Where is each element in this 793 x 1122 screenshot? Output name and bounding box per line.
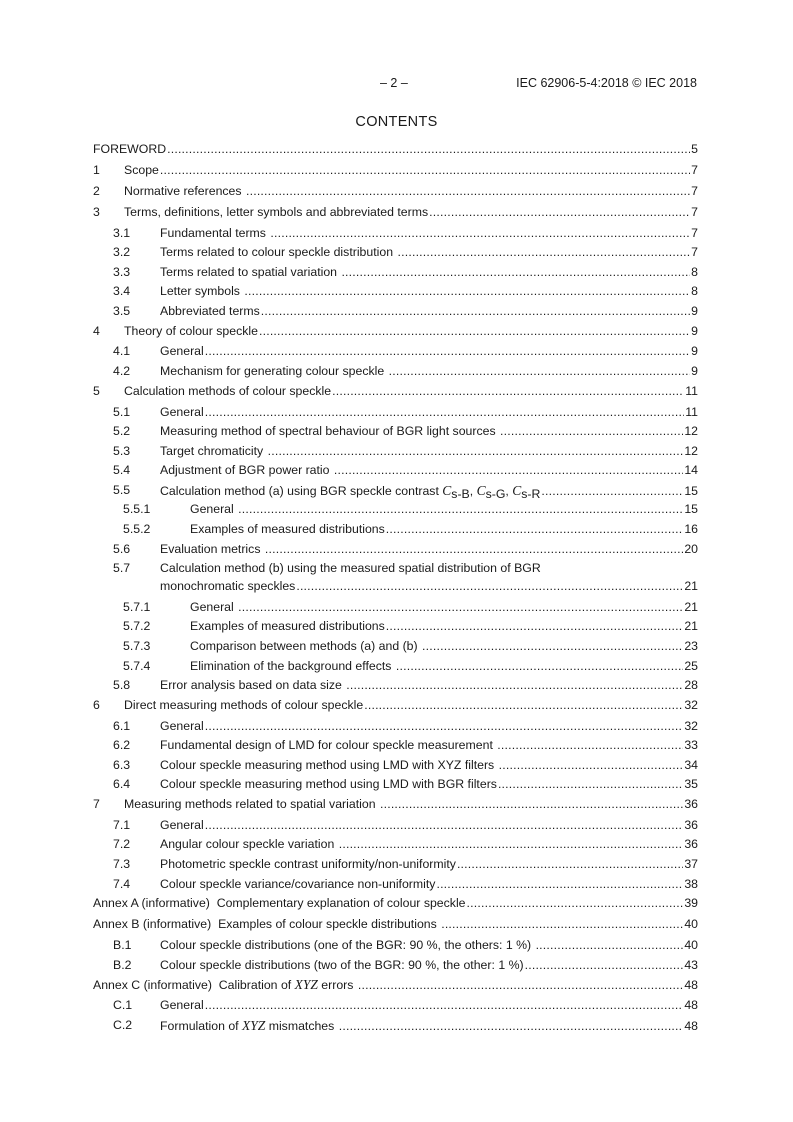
toc-entry-title: Terms, definitions, letter symbols and abbreviated terms [124,204,429,219]
toc-entry[interactable] [93,1018,698,1038]
toc-entry-title: General [160,817,204,832]
contents-title: CONTENTS [355,114,438,130]
toc-entry-title: Letter symbols [160,284,244,299]
toc-entry-number: 3.4 [113,284,131,299]
toc-entry[interactable] [93,678,698,698]
toc-entry-number: 6.3 [113,757,131,772]
speckle-contrast-subscript: s-B [451,486,470,501]
toc-entry-title: Angular colour speckle variation [160,837,338,852]
speckle-contrast-symbol: C [442,482,452,498]
toc-entry[interactable] [93,324,698,345]
toc-entry-number: 5.7.2 [123,619,151,634]
toc-entry-number: 5.2 [113,424,131,439]
dot-leader [339,1019,684,1033]
toc-entry-page: 12 [684,424,698,439]
toc-entry-title-tail: mismatches [265,1018,338,1033]
toc-entry-page: 9 [691,303,698,318]
toc-entry-title: Formulation of [160,1018,243,1033]
toc-entry[interactable] [93,777,698,797]
toc-entry-number: 5.8 [113,678,131,693]
toc-entry[interactable] [93,502,698,522]
toc-entry-title: General [160,344,204,359]
toc-entry[interactable] [93,877,698,897]
toc-entry-number: 6.2 [113,738,131,753]
dot-leader [380,797,683,811]
dot-leader [396,659,683,673]
speckle-contrast-symbols [442,483,540,501]
dot-leader [441,917,683,931]
toc-entry-number: 3 [93,204,100,219]
toc-entry-number: 7.4 [113,876,131,891]
dot-leader [339,837,684,851]
toc-entry-page: 23 [684,638,698,653]
toc-entry-number: 6 [93,697,100,712]
toc-entry-number: 5.4 [113,463,131,478]
toc-entry-number: 3.1 [113,225,131,240]
toc-entry[interactable] [93,364,698,384]
toc-entry-number: 5.7 [113,561,131,576]
dot-leader [205,998,684,1012]
dot-leader [429,205,690,219]
toc-entry-page: 7 [691,204,698,219]
dot-leader [205,719,684,733]
toc-entry-title: General [190,502,238,517]
toc-entry-page: 8 [691,264,698,279]
toc-entry-page: 20 [684,541,698,556]
toc-entry-number: 5.1 [113,404,131,419]
toc-entry-title-continued: monochromatic speckles [160,579,296,594]
dot-leader [334,463,683,477]
toc-entry-title: Mechanism for generating colour speckle [160,364,388,379]
toc-entry[interactable] [93,284,698,304]
dot-leader [268,444,684,458]
toc-entry-page: 40 [684,917,698,932]
dot-leader [457,857,683,871]
toc-entry[interactable] [93,444,698,464]
dot-leader [167,142,690,156]
dot-leader [270,226,690,240]
toc-entry[interactable] [93,977,698,998]
toc-entry[interactable] [93,542,698,562]
table-of-contents [93,142,698,1037]
toc-entry[interactable] [93,384,698,405]
dot-leader [541,484,683,498]
toc-entry-title: Calculation methods of colour speckle [124,383,332,398]
toc-entry-page: 36 [684,817,698,832]
speckle-contrast-symbol: C [512,482,522,498]
toc-entry-page: 38 [684,876,698,891]
toc-entry[interactable] [93,304,698,324]
dot-leader [238,502,683,516]
toc-entry-page: 43 [684,957,698,972]
toc-entry-number: C.2 [113,1017,133,1032]
dot-leader [467,896,684,910]
toc-entry-number: 3.2 [113,245,131,260]
toc-entry-title: Measuring method of spectral behaviour of BGR light sources [160,424,500,439]
toc-entry-number: 2 [93,183,100,198]
speckle-contrast-subscript: s-R [521,486,541,501]
dot-leader [536,938,684,952]
toc-entry[interactable] [93,938,698,958]
dot-leader [261,304,690,318]
toc-entry[interactable] [93,857,698,877]
toc-entry-title: Fundamental terms [160,225,270,240]
toc-entry-title-tail: errors [317,978,357,993]
toc-entry-page: 40 [684,938,698,953]
toc-entry[interactable] [93,797,698,818]
toc-entry-number: 6.1 [113,718,131,733]
toc-entry[interactable] [93,184,698,205]
toc-entry-title: Examples of measured distributions [190,619,385,634]
toc-entry[interactable] [93,561,698,600]
toc-entry[interactable] [93,719,698,739]
toc-entry[interactable] [93,226,698,246]
toc-entry-title: Colour speckle distributions (two of the BGR: 90 %, the other: 1 %) [160,957,524,972]
toc-entry-page: 25 [684,658,698,673]
dot-leader [205,405,684,419]
toc-entry-page: 37 [684,857,698,872]
toc-entry-title: Annex C (informative) Calibration of [93,978,295,993]
toc-entry-number: 7.1 [113,817,131,832]
toc-entry-title: Fundamental design of LMD for colour speckle measurement [160,738,497,753]
toc-entry-title: Theory of colour speckle [124,323,258,338]
toc-entry[interactable] [93,896,698,917]
toc-entry-title: Calculation method (b) using the measured spatial distribution of BGR [160,561,541,576]
toc-entry-title: Normative references [124,183,245,198]
dot-leader [358,978,683,992]
dot-leader [497,738,683,752]
toc-entry-page: 48 [684,1018,698,1033]
toc-entry-title: Elimination of the background effects [190,658,395,673]
toc-entry-title: Colour speckle distributions (one of the BGR: 90 %, the others: 1 %) [160,938,535,953]
toc-entry[interactable] [93,522,698,542]
dot-leader [389,364,691,378]
toc-entry[interactable] [93,265,698,285]
toc-entry-number: 7 [93,796,100,811]
toc-entry-number: 5.6 [113,541,131,556]
toc-entry[interactable] [93,600,698,620]
toc-entry[interactable] [93,659,698,679]
dot-leader [436,877,683,891]
toc-entry[interactable] [93,163,698,184]
toc-entry-number: B.1 [113,938,132,953]
toc-entry[interactable] [93,998,698,1018]
dot-leader [160,163,690,177]
toc-entry-page: 16 [684,522,698,537]
dot-leader [238,600,683,614]
dot-leader [259,324,690,338]
toc-entry-page: 33 [684,738,698,753]
toc-entry-page: 28 [684,678,698,693]
toc-entry-page: 15 [684,502,698,517]
toc-entry-page: 32 [684,697,698,712]
toc-entry[interactable] [93,837,698,857]
toc-entry[interactable] [93,958,698,978]
toc-entry-page: 36 [684,796,698,811]
toc-entry-page: 21 [684,599,698,614]
toc-entry[interactable] [93,639,698,659]
toc-entry[interactable] [93,758,698,778]
dot-leader [246,184,690,198]
toc-entry-title: Colour speckle variance/covariance non-uniformity [160,876,436,891]
toc-entry-title: Calculation method (a) using BGR speckle contrast [160,483,443,498]
toc-entry-number: 4.1 [113,344,131,359]
page-header [0,76,793,92]
toc-entry-page: 34 [684,757,698,772]
toc-entry-number: 7.3 [113,857,131,872]
toc-entry-page: 39 [684,896,698,911]
toc-entry-page: 21 [684,579,698,594]
toc-entry-number: C.1 [113,998,133,1013]
toc-entry-page: 9 [691,323,698,338]
toc-entry-title: Colour speckle measuring method using LMD with BGR filters [160,777,497,792]
toc-entry[interactable] [93,142,698,163]
toc-entry-title: General [160,998,204,1013]
toc-entry-number: 5.7.3 [123,638,151,653]
dot-leader [205,344,690,358]
toc-entry-number: 6.4 [113,777,131,792]
toc-entry-page: 36 [684,837,698,852]
speckle-contrast-symbol: C [476,482,486,498]
toc-entry-title: Annex B (informative) Examples of colour speckle distributions [93,917,441,932]
toc-entry-title: FOREWORD [93,142,167,156]
dot-leader [244,284,690,298]
toc-entry-title: General [160,718,204,733]
toc-entry-number: 5 [93,383,100,398]
dot-leader [364,698,683,712]
dot-leader [422,639,683,653]
dot-leader [386,522,684,536]
toc-entry-page: 8 [691,284,698,299]
toc-entry-number: 5.5.1 [123,502,151,517]
toc-entry-number: 4 [93,323,100,338]
toc-entry-page: 7 [691,245,698,260]
page-number: – 2 – [380,76,408,90]
toc-entry-number: 5.5.2 [123,522,151,537]
toc-entry-page: 11 [685,404,698,419]
speckle-contrast-subscript: s-G [485,486,506,501]
toc-entry-page: 32 [684,718,698,733]
toc-entry-title: Scope [124,162,159,177]
toc-entry-number: B.2 [113,957,132,972]
toc-entry-title: Annex A (informative) Complementary explanation of colour speckle [93,896,466,911]
toc-entry-symbol: XYZ [294,977,318,993]
toc-entry-number: 4.2 [113,364,131,379]
dot-leader [346,678,683,692]
toc-entry-number: 5.5 [113,482,131,497]
toc-entry[interactable] [93,483,698,503]
dot-leader [499,758,684,772]
toc-entry[interactable] [93,245,698,265]
toc-entry-title: Evaluation metrics [160,541,264,556]
toc-entry-number: 3.3 [113,264,131,279]
toc-entry[interactable] [93,424,698,444]
toc-entry[interactable] [93,463,698,483]
toc-entry-page: 7 [691,225,698,240]
toc-entry-title: Adjustment of BGR power ratio [160,463,333,478]
toc-entry-symbol: XYZ [242,1017,266,1033]
toc-entry-title: Comparison between methods (a) and (b) [190,638,422,653]
toc-entry[interactable] [93,917,698,938]
toc-entry[interactable] [93,205,698,226]
toc-entry-title: Measuring methods related to spatial variation [124,796,379,811]
toc-entry[interactable] [93,619,698,639]
toc-entry-number: 1 [93,162,100,177]
toc-entry-title: General [190,599,238,614]
toc-entry-title: Terms related to colour speckle distribution [160,245,397,260]
toc-entry[interactable] [93,818,698,838]
toc-entry[interactable] [93,405,698,425]
toc-entry-page: 48 [684,978,698,993]
document-id: IEC 62906-5-4:2018 © IEC 2018 [516,76,697,90]
toc-entry[interactable] [93,698,698,719]
toc-entry-page: 12 [684,443,698,458]
toc-entry-title: Direct measuring methods of colour speckle [124,697,364,712]
toc-entry-title: Colour speckle measuring method using LMD with XYZ filters [160,757,498,772]
toc-entry-number: 5.7.1 [123,599,151,614]
dot-leader [397,245,690,259]
toc-entry-number: 5.3 [113,443,131,458]
toc-entry-title: Error analysis based on data size [160,678,346,693]
toc-entry-number: 5.7.4 [123,658,151,673]
dot-leader [386,619,684,633]
toc-entry-page: 7 [691,162,698,177]
toc-entry-title: General [160,404,204,419]
toc-entry-page: 14 [684,463,698,478]
toc-entry-page: 48 [684,998,698,1013]
toc-entry-page: 9 [691,344,698,359]
toc-entry-page: 5 [691,142,698,156]
dot-leader [498,777,683,791]
dot-leader [265,542,683,556]
toc-entry-page: 9 [691,364,698,379]
toc-entry-page: 11 [685,383,698,398]
toc-entry-number: 7.2 [113,837,131,852]
symbol-separator: , [469,483,477,498]
dot-leader [500,424,683,438]
toc-entry-page: 21 [684,619,698,634]
toc-entry-title: Abbreviated terms [160,303,260,318]
toc-entry-page: 7 [691,183,698,198]
toc-entry-number: 3.5 [113,303,131,318]
toc-entry-page: 35 [684,777,698,792]
dot-leader [525,958,684,972]
symbol-separator: , [505,483,513,498]
toc-entry-title: Target chromaticity [160,443,267,458]
dot-leader [296,579,683,593]
toc-entry[interactable] [93,738,698,758]
dot-leader [205,818,684,832]
toc-entry-title: Examples of measured distributions [190,522,385,537]
toc-entry[interactable] [93,344,698,364]
toc-entry-page: 15 [684,483,698,498]
dot-leader [332,384,684,398]
toc-entry-title: Terms related to spatial variation [160,264,341,279]
toc-entry-title: Photometric speckle contrast uniformity/non-uniformity [160,857,456,872]
dot-leader [341,265,690,279]
